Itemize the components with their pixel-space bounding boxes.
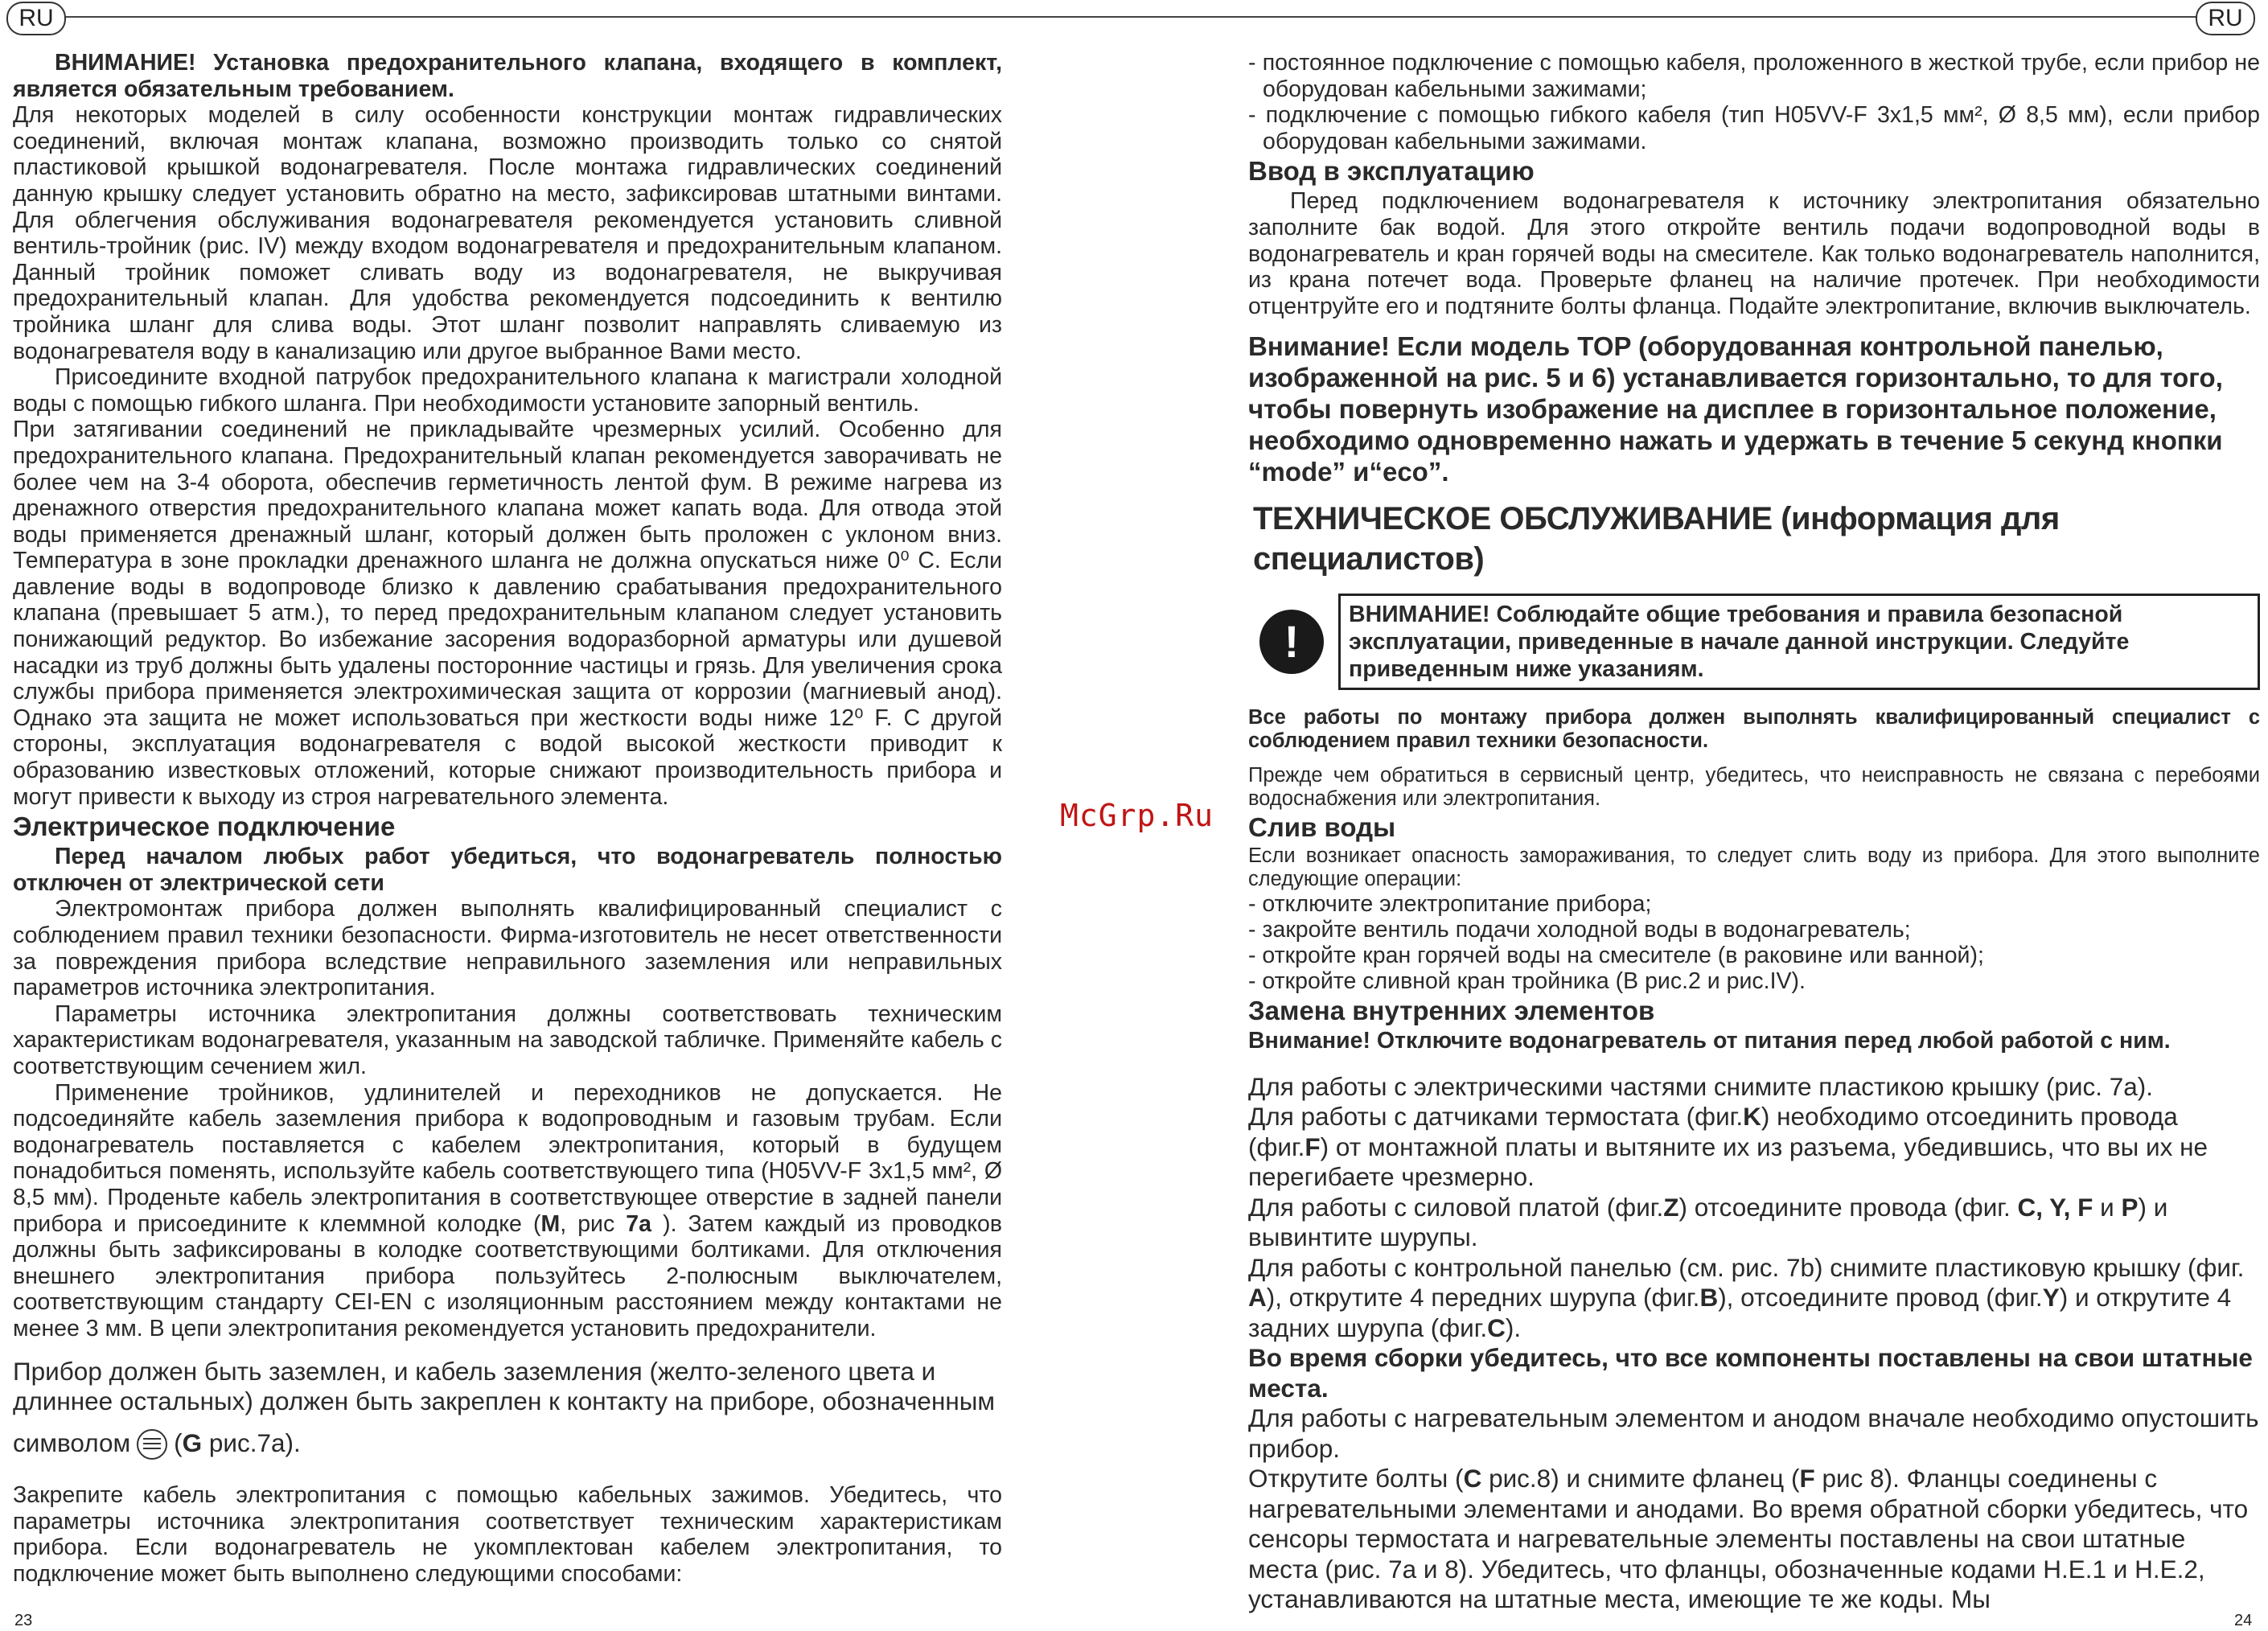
left-paragraph-6: Применение тройников, удлинителей и переходников не допускается. Не подсоединяйте кабель заземления прибора к водопроводным и газовым трубам. Если водонагреватель поставляется с кабелем электропитания, который в будущем понадобиться поменять, используйте кабель соответствующего типа (H05VV-F 3х1,5 мм², Ø 8,5 мм). Проденьте кабель электропитания в соответствующее отверстие в задней панели прибора и присоедините к клеммной колодке (M, рис 7a ). Затем каждый из проводков должны быть зафиксированы в колодке соответствующими болтиками. Для отключения внешнего электропитания прибора пользуйтесь 2-полюсным выключателем, соответствующим стандарту CEI-EN с изоляционным расстоянием между контактами не менее 3 мм. В цепи электропитания рекомендуется установить предохранители. [13,1079,1003,1341]
replace-paragraph-3: Для работы с силовой платой (фиг.Z) отсоедините провода (фиг. C, Y, F и P) и вывинтите шурупы. [1248,1192,2168,1252]
replace-paragraph-7: Открутите болты (C рис.8) и снимите фланец (F рис 8). Фланцы соединены с нагревательными элементами и анодами. Во время обратной сборки убедитесь, что сенсоры термостата и нагревательные элементы поставлены на свои штатные места (рис. 7а и 8). Убедитесь, что фланцы, обозначенные кодами H.E.1 и H.E.2, устанавливаются на штатные места, имеющие те же коды. Мы [1248,1464,2249,1614]
left-paragraph-2: Присоедините входной патрубок предохранительного клапана к магистрали холодной воды с помощью гибкого шланга. При необходимости установите запорный вентиль. [13,364,1002,417]
exclamation-icon: ! [1259,610,1324,674]
left-paragraph-3: При затягивании соединений не прикладывайте чрезмерных усилий. Особенно для предохранительного клапана. Предохранительный клапан рекомендуется заворачивать не более чем на 3-4 оборота, обеспечив герметичность лентой фум. В режиме нагрева из дренажного отверстия предохранительного клапана может капать вода. Для отвода этой воды применяется дренажный шланг, который должен быть проложен с уклоном вниз. Температура в зоне прокладки дренажного шланга не должна опускаться ниже 0⁰ С. Если давление воды в водопроводе близко к давлению срабатывания предохранительного клапана (превышает 5 атм.), то перед предохранительным клапаном следует установить понижающий редуктор. Во избежание засорения водоразборной арматуры или душевой насадки из труб должны быть удалены посторонние частицы и грязь. Для увеличения срока службы прибора применяется электрохимическая защита от коррозии (магниевый анод). Однако эта защита не может использоваться при жесткости воды ниже 12⁰ F. С другой стороны, эксплуатация водонагревателя с водой высокой жесткости приводит к образованию известковых отложений, которые снижают производительность прибора и могут привести к выходу из строя нагревательного элемента. [13,417,1002,810]
page-number-left: 23 [14,1612,33,1629]
heading-start: Ввод в эксплуатацию [1248,156,1535,187]
right-page [1248,50,2260,1615]
language-badge-right: RU [2196,2,2255,35]
left-paragraph-1: Для некоторых моделей в силу особенности конструкции монтаж гидравлических соединений, включая монтаж клапана, возможно производить только со снятой пластиковой крышкой водонагревателя. После монтажа гидравлических соединений данную крышку следует установить обратно на место, зафиксировав штатными винтами. Для облегчения обслуживания водонагревателя рекомендуется установить сливной вентиль-тройник (рис. IV) между входом водонагревателя и предохранительным клапаном. Данный тройник поможет сливать воду из водонагревателя, не выкручивая предохранительный клапан. Для удобства рекомендуется подсоединить к вентилю тройника шланг для слива воды. Этот шланг позволит направлять сливаемую из водонагревателя воду в канализацию или другое выбранное Вами место. [13,102,1002,364]
warning-box: ВНИМАНИЕ! Соблюдайте общие требования и правила безопасной эксплуатации, приведенные в начале данной инструкции. Следуйте приведенным ниже указаниям. [1338,594,2260,690]
left-warning-power: Перед началом любых работ убедиться, что водонагреватель полностью отключен от электрической сети [13,844,1002,896]
left-paragraph-8: Закрепите кабель электропитания с помощью кабельных зажимов. Убедитесь, что параметры источника электропитания соответствует техническим характеристикам прибора. Если водонагреватель не укомплектован кабелем электропитания, то подключение может быть выполнено следующими способами: [13,1482,1002,1587]
drain-step-2: - закройте вентиль подачи холодной воды в водонагреватель; [1248,917,1911,943]
language-badge-left: RU [6,2,66,35]
right-paragraph-qualified: Все работы по монтажу прибора должен выполнять квалифицированный специалист с соблюдением правил техники безопасности. [1248,706,2260,753]
warning-block [1248,594,2260,690]
replace-instructions [1248,1072,2260,1615]
watermark: McGrp.Ru [1060,798,1214,833]
right-list-item-1: - постоянное подключение с помощью кабеля, проложенного в жесткой трубе, если прибор не оборудован кабельными зажимами; [1248,50,2260,102]
replace-paragraph-5: Во время сборки убедитесь, что все компоненты поставлены на свои штатные места. [1248,1343,2253,1403]
left-paragraph-7: Прибор должен быть заземлен, и кабель заземления (желто-зеленого цвета и длиннее остальных) должен быть закреплен к контакту на приборе, обозначенным [13,1356,996,1415]
left-page [13,50,1002,1588]
heading-replace: Замена внутренних элементов [1248,996,1655,1026]
right-warning-top: Внимание! Если модель TOP (оборудованная контрольной панелью, изображенной на рис. 5 и 6) устанавливается горизонтально, то для того, чтобы повернуть изображение на дисплее в горизонтальное положение, необходимо одновременно нажать и удержать в течение 5 секунд кнопки “mode” и“eco”. [1248,331,2223,487]
ground-symbol-icon [137,1429,167,1460]
left-symbol-line: символом (G рис.7а). [13,1428,1002,1461]
replace-paragraph-6: Для работы с нагревательным элементом и анодом вначале необходимо опустошить прибор. [1248,1403,2259,1463]
drain-step-3: - откройте кран горячей воды на смесителе (в раковине или ванной); [1248,943,1984,969]
replace-paragraph-1: Для работы с электрическими частями снимите пластикою крышку (рис. 7а). [1248,1071,2154,1101]
header-rule [64,16,2204,18]
heading-drain: Слив воды [1248,812,1396,843]
right-list-item-2: - подключение с помощью гибкого кабеля (тип H05VV-F 3х1,5 мм², Ø 8,5 мм), если прибор оборудован кабельными зажимами. [1248,102,2260,154]
heading-electric: Электрическое подключение [13,811,396,842]
left-paragraph-4: Электромонтаж прибора должен выполнять квалифицированный специалист с соблюдением правил техники безопасности. Фирма-изготовитель не несет ответственности за повреждения прибора вследствие неправильного заземления или неправильных параметров источника электропитания. [13,896,1002,1001]
drain-step-4: - откройте сливной кран тройника (В рис.2 и рис.IV). [1248,968,1806,995]
page-number-right: 24 [2234,1612,2253,1629]
left-paragraph-5: Параметры источника электропитания должны соответствовать техническим характеристикам водонагревателя, указанным на заводской табличке. Применяйте кабель с соответствующим сечением жил. [13,1000,1002,1079]
right-paragraph-service: Прежде чем обратиться в сервисный центр, убедитесь, что неисправность не связана с перебоями водоснабжения или электропитания. [1248,764,2260,811]
left-warning-valve: ВНИМАНИЕ! Установка предохранительного клапана, входящего в комплект, является обязательным требованием. [13,50,1002,102]
right-paragraph-start: Перед подключением водонагревателя к источнику электропитания обязательно заполните бак водой. Для этого откройте вентиль подачи водопроводной воды в водонагреватель и кран горячей воды на смесителе. Как только водонагреватель наполнится, из крана потечет вода. Проверьте фланец на наличие протечек. При необходимости отцентруйте его и подтяните болты фланца. Подайте электропитание, включив выключатель. [1248,188,2260,319]
replace-paragraph-4: Для работы с контрольной панелью (см. рис. 7b) снимите пластиковую крышку (фиг. A), открутите 4 передних шурупа (фиг.B), отсоедините провод (фиг.Y) и открутите 4 задних шурупа (фиг.C). [1248,1252,2245,1342]
section-title-maintenance: ТЕХНИЧЕСКОЕ ОБСЛУЖИВАНИЕ (информация для специалистов) [1253,501,2060,577]
replace-paragraph-2: Для работы с датчиками термостата (фиг.K) необходимо отсоединить провода (фиг.F) от монтажной платы и вытяните их из разъема, убедившись, что вы их не перегибаете чрезмерно. [1248,1102,2208,1192]
right-warning-disconnect: Внимание! Отключите водонагреватель от питания перед любой работой с ним. [1248,1028,2171,1054]
drain-step-1: - отключите электропитание прибора; [1248,891,1652,918]
right-paragraph-drain: Если возникает опасность замораживания, то следует слить воду из прибора. Для этого выполните следующие операции: [1248,844,2260,891]
